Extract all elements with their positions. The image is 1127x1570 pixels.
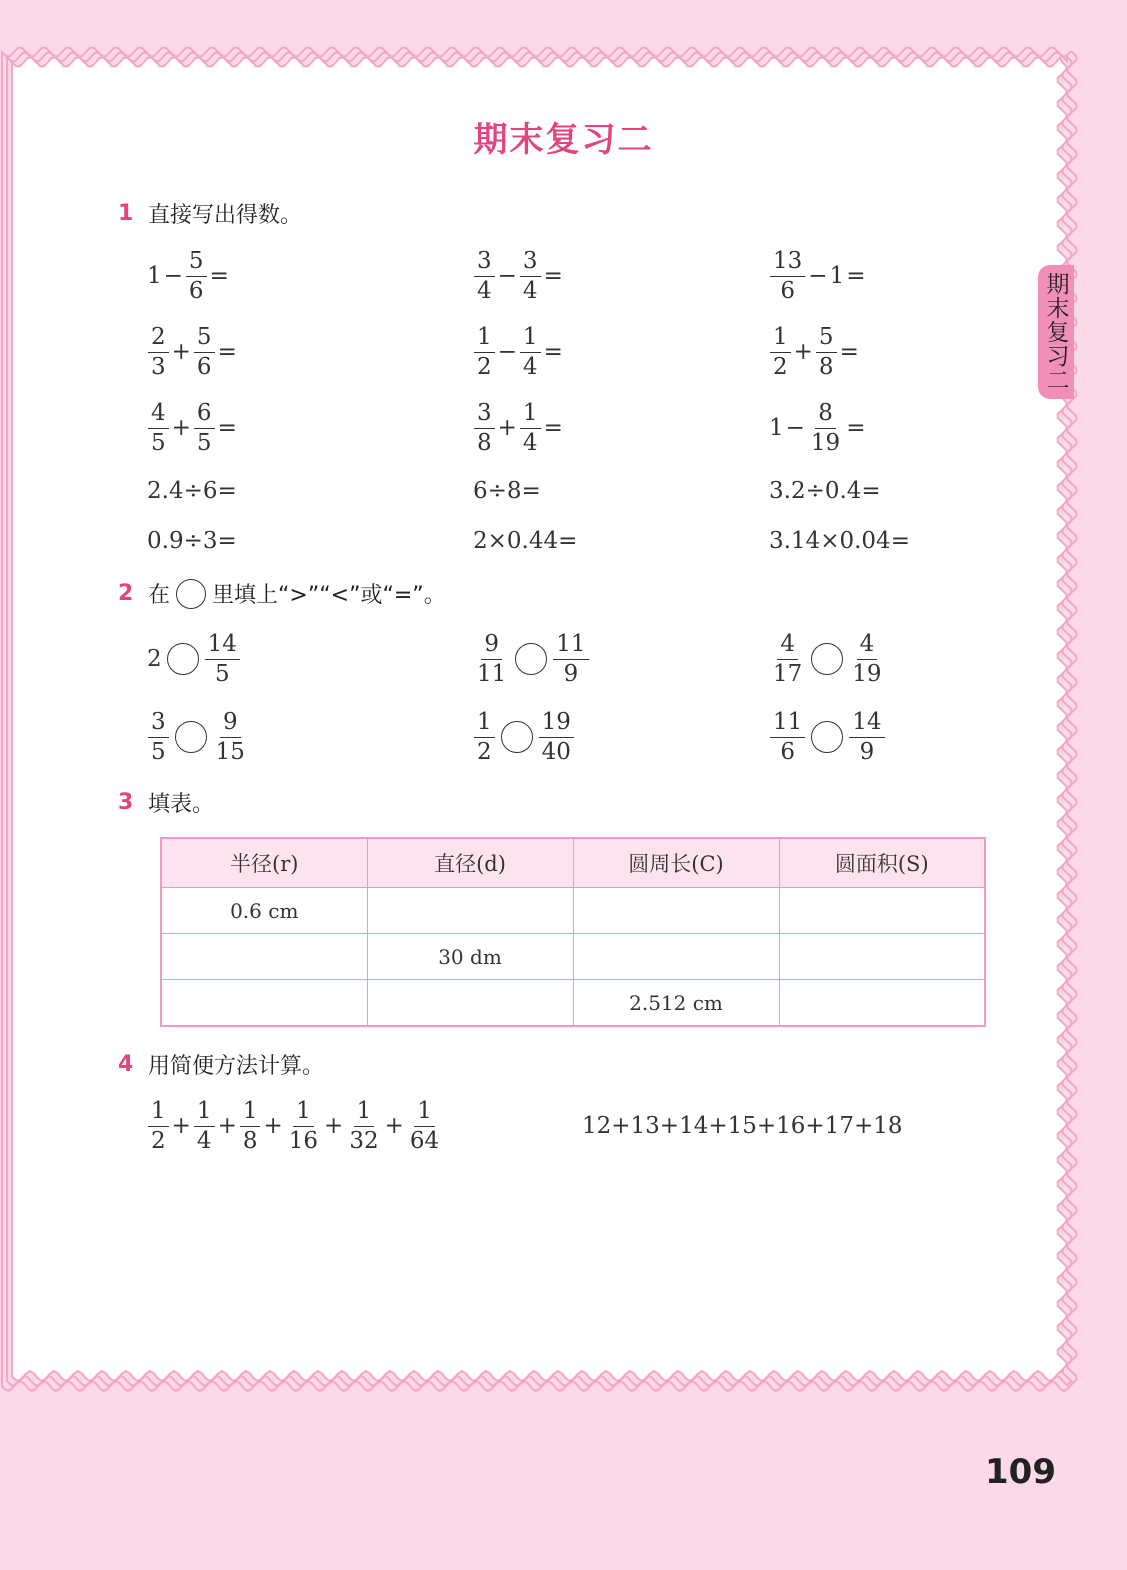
table-cell <box>779 980 985 1027</box>
section-2-number: 2 <box>118 581 134 606</box>
table-cell <box>161 934 367 980</box>
fraction <box>148 323 169 380</box>
expr-text: 2×0.44= <box>473 528 578 554</box>
problem-expression <box>472 398 564 458</box>
table-cell: 2.512 cm <box>573 980 779 1027</box>
denominator: 19 <box>810 429 841 456</box>
numerator: 3 <box>520 250 541 277</box>
simplify-expression-2: 12+13+14+15+16+17+18 <box>582 1113 903 1139</box>
answer-circle[interactable] <box>175 721 207 753</box>
fraction <box>186 247 207 304</box>
denominator: 3 <box>151 353 166 380</box>
denominator: 17 <box>773 660 803 687</box>
fraction <box>474 247 495 304</box>
denominator: 6 <box>780 738 795 765</box>
section-2-header <box>118 578 446 609</box>
fraction <box>816 323 837 380</box>
numerator: 9 <box>220 711 241 738</box>
comparison-expression <box>146 707 250 767</box>
fraction <box>286 1097 321 1154</box>
expr-text: 1 <box>769 415 784 441</box>
section-3-title: 填表。 <box>148 792 215 817</box>
denominator: 8 <box>477 429 492 456</box>
section-4-header <box>118 1049 324 1080</box>
numerator: 1 <box>474 326 495 353</box>
comparison-expression <box>768 629 887 689</box>
expr-text: = <box>846 415 866 441</box>
numerator: 5 <box>816 326 837 353</box>
table-row <box>161 934 985 980</box>
expr-text: + <box>324 1113 344 1139</box>
answer-circle[interactable] <box>501 721 533 753</box>
expr-text: = <box>217 339 237 365</box>
numerator: 1 <box>520 402 541 429</box>
numerator: 1 <box>770 326 791 353</box>
numerator: 6 <box>194 402 215 429</box>
numerator: 13 <box>770 250 805 277</box>
table-header-row <box>161 838 985 888</box>
fraction <box>194 323 215 380</box>
fraction <box>520 323 541 380</box>
table-cell <box>367 980 573 1027</box>
expr-text: − <box>497 263 517 289</box>
comparison-expression <box>768 707 887 767</box>
numerator: 11 <box>770 711 805 738</box>
denominator: 15 <box>215 738 245 765</box>
section-1-title: 直接写出得数。 <box>148 203 303 228</box>
section-1-number: 1 <box>118 201 134 226</box>
numerator: 19 <box>539 711 574 738</box>
denominator: 19 <box>852 660 882 687</box>
denominator: 4 <box>477 277 492 304</box>
denominator: 5 <box>151 429 166 456</box>
expr-text: = <box>209 263 229 289</box>
fraction <box>148 1097 169 1154</box>
expr-text: − <box>163 263 183 289</box>
numerator: 1 <box>240 1100 261 1127</box>
fraction <box>474 323 495 380</box>
fraction <box>770 247 805 304</box>
problem-expression <box>472 322 564 382</box>
numerator: 14 <box>849 711 884 738</box>
denominator: 4 <box>196 1127 212 1154</box>
denominator: 11 <box>477 660 507 687</box>
expr-text: = <box>543 263 563 289</box>
denominator: 2 <box>477 353 492 380</box>
fraction <box>407 1097 442 1154</box>
expr-text: + <box>171 339 191 365</box>
denominator: 8 <box>818 353 834 380</box>
denominator: 4 <box>522 277 538 304</box>
numerator: 14 <box>205 633 240 660</box>
table-header-cell: 直径(d) <box>367 838 573 888</box>
side-tab-label: 期末复习二 <box>1042 272 1069 392</box>
denominator: 4 <box>522 353 538 380</box>
fraction <box>849 630 884 687</box>
numerator: 5 <box>194 326 215 353</box>
expr-text: 2 <box>147 646 162 672</box>
answer-circle[interactable] <box>811 721 843 753</box>
section-3-header <box>118 787 214 818</box>
numerator: 4 <box>777 633 798 660</box>
section-4-title: 用简便方法计算。 <box>148 1054 325 1079</box>
expr-text: + <box>171 415 191 441</box>
fraction <box>148 399 169 456</box>
expr-text: = <box>543 415 563 441</box>
table-row <box>161 888 985 934</box>
expr-text: − <box>808 263 828 289</box>
fraction <box>770 630 805 687</box>
fraction <box>194 1097 215 1154</box>
expr-text: − <box>497 339 517 365</box>
section-2-title-before: 在 <box>148 583 171 608</box>
table-cell <box>161 980 367 1027</box>
expr-text: + <box>171 1113 191 1139</box>
denominator: 9 <box>859 738 875 765</box>
fraction <box>553 630 588 687</box>
comparison-expression <box>472 629 591 689</box>
problem-expression <box>768 398 866 458</box>
denominator: 40 <box>541 738 571 765</box>
numerator: 1 <box>148 1100 169 1127</box>
table-row <box>161 980 985 1027</box>
problem-expression <box>768 246 866 306</box>
fraction <box>148 708 169 765</box>
table-header-cell: 半径(r) <box>161 838 367 888</box>
numerator: 1 <box>520 326 541 353</box>
numerator: 3 <box>474 250 495 277</box>
table-cell <box>573 888 779 934</box>
expr-text: = <box>846 263 866 289</box>
fraction <box>770 323 791 380</box>
expr-text: 0.9÷3= <box>147 528 237 554</box>
denominator: 5 <box>214 660 230 687</box>
problem-expression <box>146 246 230 306</box>
denominator: 6 <box>196 353 212 380</box>
numerator: 1 <box>293 1100 314 1127</box>
numerator: 5 <box>186 250 207 277</box>
circle-table <box>160 837 986 1027</box>
numerator: 8 <box>815 402 836 429</box>
table-cell: 30 dm <box>367 934 573 980</box>
denominator: 64 <box>409 1127 440 1154</box>
expr-text: − <box>785 415 805 441</box>
problem-expression <box>146 322 238 382</box>
problem-expression <box>146 398 238 458</box>
table-header-cell: 圆周长(C) <box>573 838 779 888</box>
fraction <box>520 399 541 456</box>
problem-expression <box>768 322 860 382</box>
expr-text: 1 <box>147 263 162 289</box>
problem-expression <box>472 246 564 306</box>
numerator: 1 <box>194 1100 215 1127</box>
table-cell <box>779 934 985 980</box>
table-cell <box>573 934 779 980</box>
comparison-expression <box>146 629 242 689</box>
table-cell <box>779 888 985 934</box>
denominator: 16 <box>288 1127 319 1154</box>
denominator: 4 <box>522 429 538 456</box>
answer-circle[interactable] <box>515 643 547 675</box>
fraction <box>849 708 884 765</box>
problem-expression <box>472 511 578 571</box>
section-1-header <box>118 198 302 229</box>
fraction <box>520 247 541 304</box>
numerator: 3 <box>148 711 169 738</box>
denominator: 9 <box>563 660 579 687</box>
answer-circle[interactable] <box>811 643 843 675</box>
fraction <box>808 399 843 456</box>
table-header-cell: 圆面积(S) <box>779 838 985 888</box>
numerator: 4 <box>857 633 878 660</box>
expr-text: 3.14×0.04= <box>769 528 910 554</box>
fraction <box>474 399 495 456</box>
expr-text: + <box>384 1113 404 1139</box>
denominator: 8 <box>242 1127 258 1154</box>
denominator: 2 <box>773 353 788 380</box>
numerator: 4 <box>148 402 169 429</box>
expr-text: = <box>839 339 859 365</box>
fraction <box>539 708 574 765</box>
page-title: 期末复习二 <box>473 120 654 160</box>
denominator: 5 <box>196 429 212 456</box>
simplify-expression-1 <box>146 1096 444 1156</box>
expr-text: = <box>217 415 237 441</box>
numerator: 1 <box>414 1100 435 1127</box>
fraction <box>205 630 240 687</box>
fraction <box>474 708 495 765</box>
problem-expression <box>768 511 911 571</box>
answer-circle[interactable] <box>167 643 199 675</box>
section-2-title-after: 里填上“>”“<”或“=”。 <box>212 583 446 608</box>
numerator: 11 <box>553 633 588 660</box>
numerator: 3 <box>474 402 495 429</box>
expr-text: 2.4÷6= <box>147 478 237 504</box>
fraction <box>770 708 805 765</box>
section-4-number: 4 <box>118 1052 134 1077</box>
fraction <box>240 1097 261 1154</box>
comparison-expression <box>472 707 576 767</box>
numerator: 2 <box>148 326 169 353</box>
denominator: 32 <box>349 1127 379 1154</box>
section-3-number: 3 <box>118 790 134 815</box>
table-cell <box>367 888 573 934</box>
circle-symbol-icon <box>176 579 206 609</box>
denominator: 6 <box>780 277 795 304</box>
fraction <box>474 630 509 687</box>
expr-text: = <box>543 339 563 365</box>
expr-text: + <box>217 1113 237 1139</box>
expr-text: + <box>497 415 517 441</box>
table-cell: 0.6 cm <box>161 888 367 934</box>
expr-text: + <box>263 1113 283 1139</box>
fraction <box>194 399 215 456</box>
numerator: 1 <box>354 1100 375 1127</box>
expr-text: 1 <box>829 263 845 289</box>
expr-text: + <box>793 339 813 365</box>
fraction <box>346 1097 381 1154</box>
side-tab <box>1038 265 1074 399</box>
numerator: 9 <box>481 633 502 660</box>
expr-text: 3.2÷0.4= <box>769 478 881 504</box>
fraction <box>213 708 248 765</box>
denominator: 5 <box>151 738 166 765</box>
denominator: 2 <box>477 738 492 765</box>
denominator: 2 <box>151 1127 166 1154</box>
numerator: 1 <box>474 711 495 738</box>
page-number: 109 <box>985 1452 1056 1492</box>
denominator: 6 <box>188 277 204 304</box>
expr-text: 6÷8= <box>473 478 541 504</box>
problem-expression <box>146 511 238 571</box>
